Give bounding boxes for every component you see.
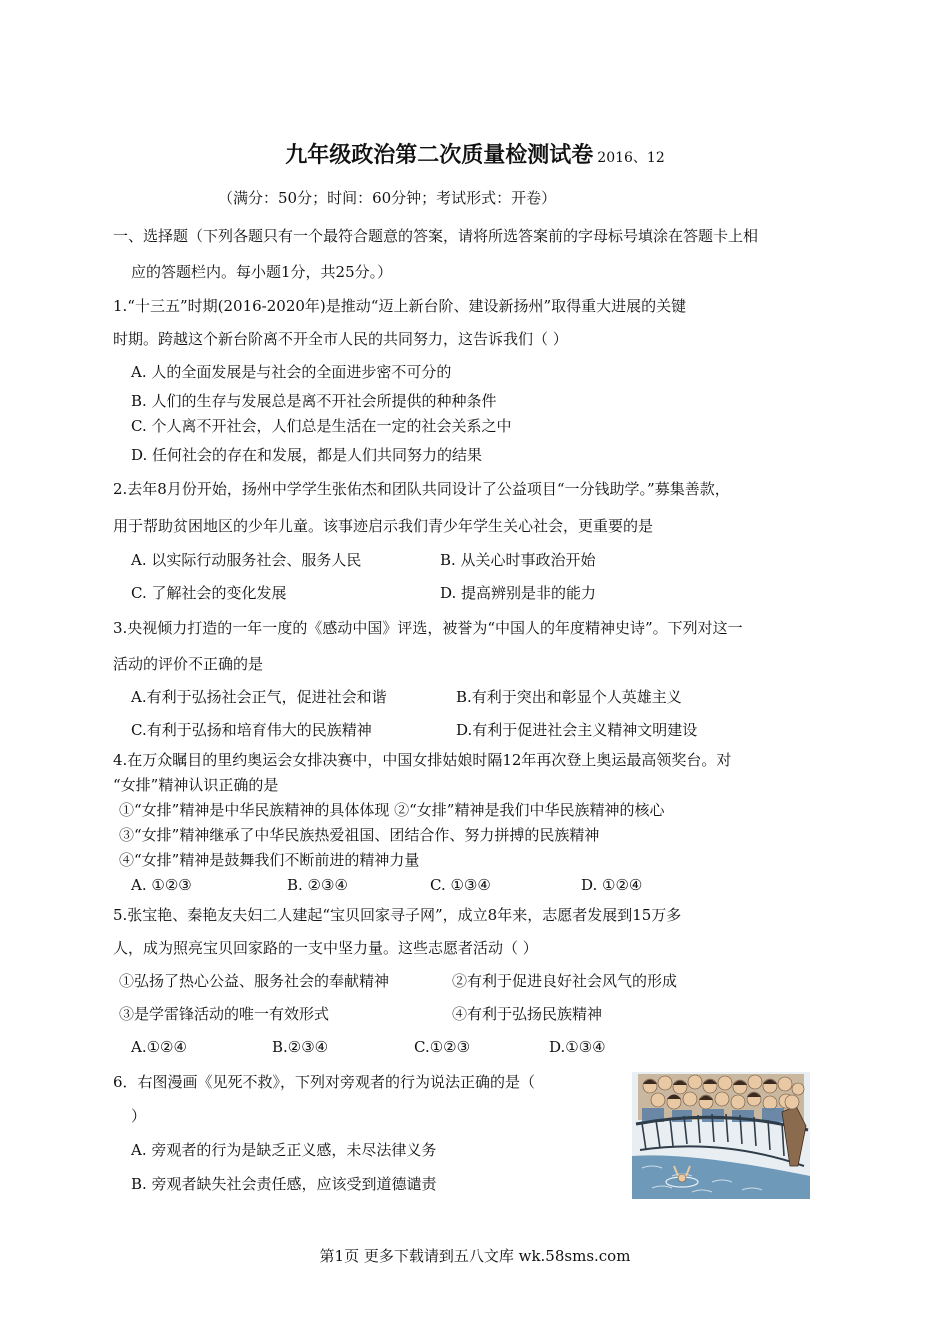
q4-statements-1-2: ①“女排”精神是中华民族精神的具体体现 ②“女排”精神是我们中华民族精神的核心 [119, 801, 665, 819]
q5-option-a: A.①②④ [131, 1038, 187, 1056]
q3-stem-line2: 活动的评价不正确的是 [113, 655, 264, 673]
q3-option-d: D.有利于促进社会主义精神文明建设 [456, 721, 698, 739]
q5-option-d: D.①③④ [549, 1038, 606, 1056]
q2-option-a: A. 以实际行动服务社会、服务人民 [131, 551, 362, 569]
q2-stem-line2: 用于帮助贫困地区的少年儿童。该事迹启示我们青少年学生关心社会，更重要的是 [113, 517, 654, 535]
section-heading-line2: 应的答题栏内。每小题1分，共25分。） [131, 263, 393, 281]
q2-option-c: C. 了解社会的变化发展 [131, 584, 287, 602]
title-main: 九年级政治第二次质量检测试卷 [285, 143, 594, 168]
title-date: 2016、12 [597, 150, 665, 166]
q4-statement-3: ③“女排”精神继承了中华民族热爱祖国、团结合作、努力拼搏的民族精神 [119, 826, 600, 844]
q6-stem-line1: 6．右图漫画《见死不救》，下列对旁观者的行为说法正确的是（ [113, 1073, 536, 1091]
q1-option-b: B. 人们的生存与发展总是离不开社会所提供的种种条件 [131, 392, 497, 410]
q5-stem-line1: 5.张宝艳、秦艳友夫妇二人建起“宝贝回家寻子网”，成立8年来，志愿者发展到15万多 [113, 906, 682, 924]
q5-statement-4: ④有利于弘扬民族精神 [452, 1005, 603, 1023]
q3-option-c: C.有利于弘扬和培育伟大的民族精神 [131, 721, 372, 739]
q4-option-c: C. ①③④ [430, 876, 491, 894]
q5-statement-1: ①弘扬了热心公益、服务社会的奉献精神 [119, 972, 390, 990]
q3-option-a: A.有利于弘扬社会正气，促进社会和谐 [131, 688, 387, 706]
q5-stem-line2: 人，成为照亮宝贝回家路的一支中坚力量。这些志愿者活动（ ） [113, 939, 538, 957]
q4-stem-line2: “女排”精神认识正确的是 [113, 776, 279, 794]
q1-option-c: C. 个人离不开社会，人们总是生活在一定的社会关系之中 [131, 417, 512, 435]
q6-stem-line2: ） [131, 1107, 147, 1125]
q2-option-b: B. 从关心时事政治开始 [440, 551, 596, 569]
q5-option-b: B.②③④ [272, 1038, 329, 1056]
q1-option-a: A. 人的全面发展是与社会的全面进步密不可分的 [131, 363, 452, 381]
q4-option-a: A. ①②③ [131, 876, 192, 894]
q5-statement-3: ③是学雷锋活动的唯一有效形式 [119, 1005, 330, 1023]
q3-option-b: B.有利于突出和彰显个人英雄主义 [456, 688, 682, 706]
q5-option-c: C.①②③ [414, 1038, 471, 1056]
exam-info: （满分：50分；时间：60分钟；考试形式：开卷） [218, 189, 557, 207]
q6-option-a: A. 旁观者的行为是缺乏正义感，未尽法律义务 [131, 1141, 437, 1159]
page-footer: 第1页 更多下载请到五八文库 wk.58sms.com [319, 1247, 631, 1265]
q1-option-d: D. 任何社会的存在和发展，都是人们共同努力的结果 [131, 446, 483, 464]
q2-stem-line1: 2.去年8月份开始，扬州中学学生张佑杰和团队共同设计了公益项目“一分钱助学。”募集善款， [113, 480, 730, 498]
bystander-cartoon-image [632, 1072, 810, 1199]
q4-option-d: D. ①②④ [581, 876, 643, 894]
q2-option-d: D. 提高辨别是非的能力 [440, 584, 597, 602]
q1-stem-line2: 时期。跨越这个新台阶离不开全市人民的共同努力，这告诉我们（ ） [113, 330, 568, 348]
q6-option-b: B. 旁观者缺失社会责任感，应该受到道德谴责 [131, 1175, 437, 1193]
q4-stem-line1: 4.在万众瞩目的里约奥运会女排决赛中，中国女排姑娘时隔12年再次登上奥运最高领奖台。对 [113, 751, 732, 769]
exam-title [0, 138, 950, 169]
q1-stem-line1: 1.“十三五”时期(2016-2020年)是推动“迈上新台阶、建设新扬州”取得重大进展的关键 [113, 297, 687, 315]
q3-stem-line1: 3.央视倾力打造的一年一度的《感动中国》评选，被誉为“中国人的年度精神史诗”。下列对这一 [113, 619, 743, 637]
q5-statement-2: ②有利于促进良好社会风气的形成 [452, 972, 678, 990]
q4-option-b: B. ②③④ [287, 876, 348, 894]
section-heading-line1: 一、选择题（下列各题只有一个最符合题意的答案，请将所选答案前的字母标号填涂在答题卡上相 [113, 227, 759, 245]
q4-statement-4: ④“女排”精神是鼓舞我们不断前进的精神力量 [119, 851, 420, 869]
